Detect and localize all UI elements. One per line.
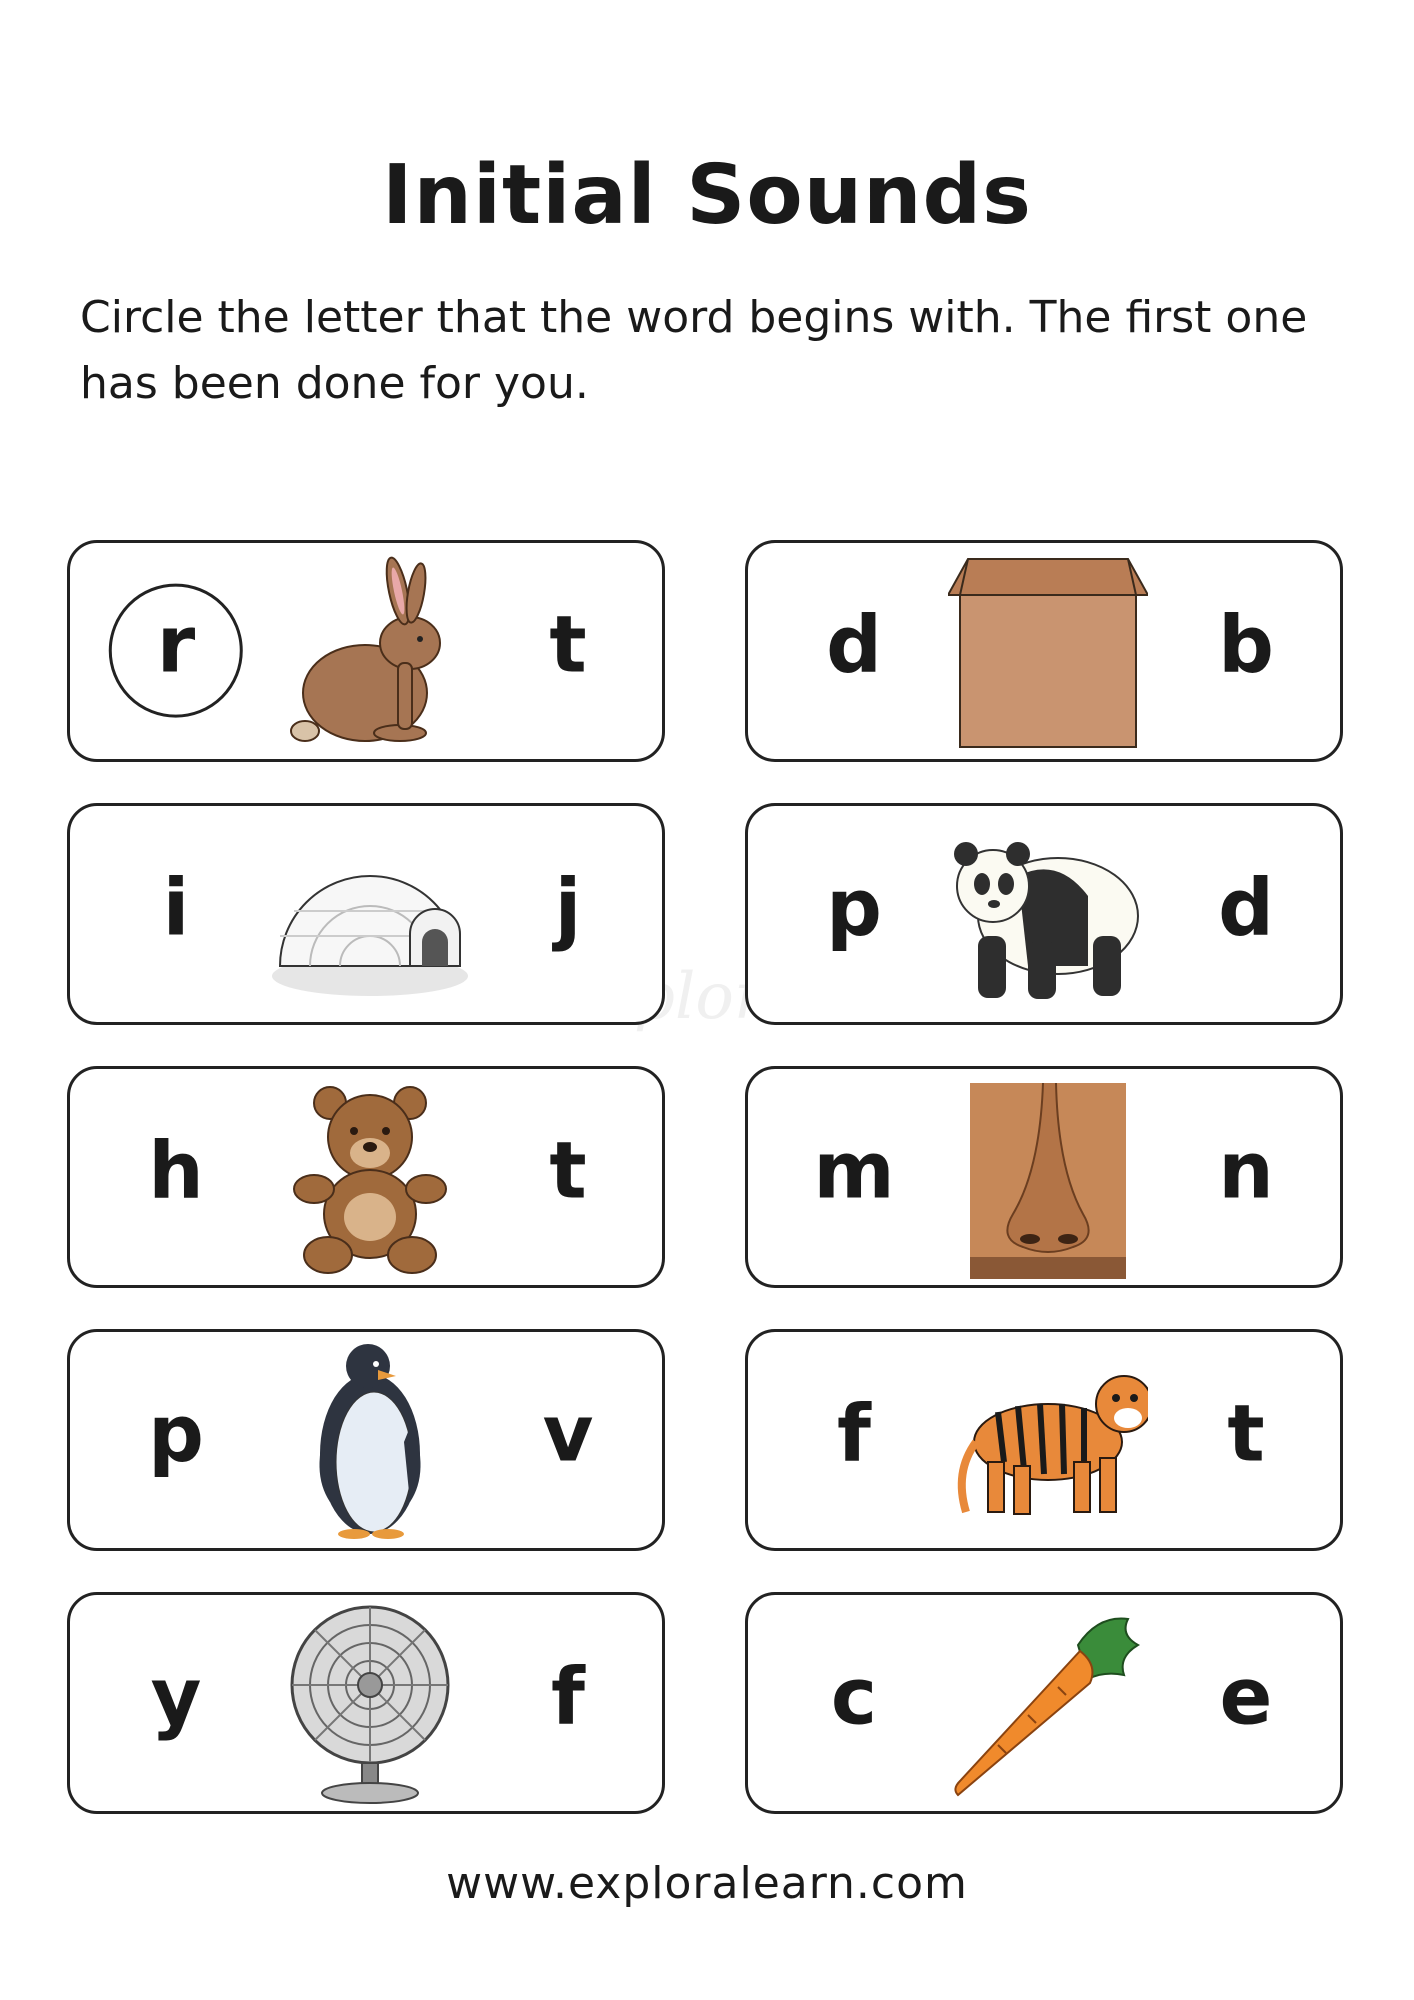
card-teddy-bear [67, 1066, 665, 1288]
card-box [745, 540, 1343, 762]
fan-picture [270, 1605, 470, 1805]
letter-option-left[interactable]: h [148, 1126, 204, 1217]
card-fan [67, 1592, 665, 1814]
letter-option-right[interactable]: f [551, 1652, 585, 1743]
letter-option-left[interactable]: d [826, 600, 882, 691]
panda-picture [948, 816, 1148, 1016]
tiger-picture [948, 1342, 1148, 1542]
letter-option-left[interactable]: c [830, 1652, 878, 1743]
card-tiger [745, 1329, 1343, 1551]
letter-option-right[interactable]: j [554, 863, 582, 954]
letter-option-right[interactable]: n [1218, 1126, 1274, 1217]
worksheet-title: Initial Sounds [382, 148, 1032, 243]
letter-option-right[interactable]: b [1218, 600, 1274, 691]
card-carrot [745, 1592, 1343, 1814]
card-panda [745, 803, 1343, 1025]
igloo-picture [270, 816, 470, 1016]
letter-option-left[interactable]: r [156, 600, 196, 691]
letter-option-left[interactable]: m [813, 1126, 895, 1217]
card-igloo [67, 803, 665, 1025]
letter-option-left[interactable]: p [826, 863, 882, 954]
letter-option-right[interactable]: t [549, 1126, 587, 1217]
letter-option-left[interactable]: p [148, 1389, 204, 1480]
letter-option-right[interactable]: e [1219, 1652, 1273, 1743]
card-nose [745, 1066, 1343, 1288]
letter-option-right[interactable]: v [542, 1389, 594, 1480]
letter-option-right[interactable]: d [1218, 863, 1274, 954]
letter-option-left[interactable]: f [837, 1389, 871, 1480]
teddy-bear-picture [270, 1079, 470, 1279]
nose-picture [948, 1079, 1148, 1279]
card-rabbit [67, 540, 665, 762]
letter-option-right[interactable]: t [549, 600, 587, 691]
instructions-text: Circle the letter that the word begins with. The first one has been done for you. [80, 292, 1308, 409]
carrot-picture [948, 1605, 1148, 1805]
letter-option-right[interactable]: t [1227, 1389, 1265, 1480]
footer-url[interactable]: www.exploralearn.com [446, 1858, 968, 1909]
letter-option-left[interactable]: i [162, 863, 190, 954]
penguin-picture [270, 1342, 470, 1542]
letter-option-left[interactable]: y [150, 1652, 202, 1743]
card-penguin [67, 1329, 665, 1551]
box-picture [948, 553, 1148, 753]
rabbit-picture [270, 553, 470, 753]
